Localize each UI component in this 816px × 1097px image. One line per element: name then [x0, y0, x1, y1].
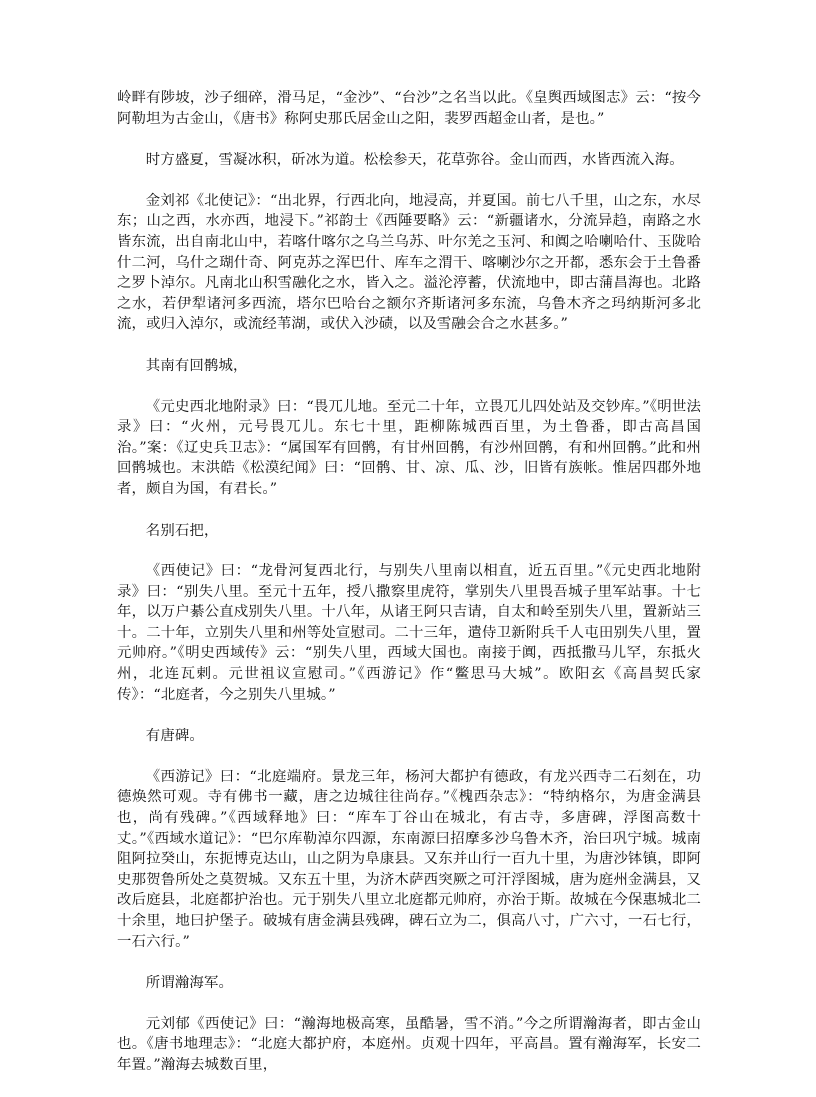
- paragraph-5: 《元史西北地附录》曰：“畏兀儿地。至元二十年，立畏兀儿四处站及交钞库。”《明世法录》曰：“火州，元号畏兀儿。东七十里，距柳陈城西百里，为土鲁番，即古高昌国治。”案：《辽史兵卫志》：“属国军有回鹘，有甘州回鹘，有沙州回鹘，有和州回鹘。”此和州回鹘城也。末洪皓《松漠纪闻》曰：“回鹘、甘、凉、瓜、沙，旧皆有族帐。惟居四郡外地者，颇自为国，有君长。”: [117, 398, 701, 497]
- paragraph-4: 其南有回鹘城，: [145, 357, 248, 374]
- paragraph-6: 名别石把，: [145, 522, 219, 539]
- paragraph-7: 《西使记》曰：“龙骨河复西北行，与别失八里南以相直，近五百里。”《元史西北地附录》曰：“别失八里。至元十五年，授八撒察里虎符，掌别失八里畏吾城子里军站事。十七年，以万户綦公直戍别失八里。十八年，从诸王阿只吉请，自太和岭至别失八里，置新站三十。二十年，立别失八里和州等处宣慰司。二十三年，遣侍卫新附兵千人屯田别失八里，置元帅府。”《明史西域传》云：“别失八里，西域大国也。南接于阗，西抵撒马儿罕，东抵火州，北连瓦剌。元世祖议宣慰司。”《西游记》作“鳖思马大城”。欧阳玄《高昌契氏家传》：“北庭者，今之别失八里城。”: [117, 563, 701, 703]
- document-page: [117, 88, 701, 1097]
- paragraph-2: 时方盛夏，雪凝冰积，斫冰为道。松桧参天，花草弥谷。金山而西，水皆西流入海。: [145, 152, 684, 169]
- paragraph-1: 岭畔有陟坡，沙子细碎，滑马足，“金沙”、“台沙”之名当以此。《皇舆西域图志》云：“按今阿勒坦为古金山，《唐书》称阿史那氏居金山之阳，裴罗西超金山者，是也。”: [117, 90, 701, 127]
- paragraph-10: 所谓瀚海军。: [145, 975, 234, 992]
- paragraph-11: 元刘郁《西使记》曰：“瀚海地极高寒，虽酷暑，雪不消。”今之所谓瀚海者，即古金山也。《唐书地理志》：“北庭大都护府，本庭州。贞观十四年，平高昌。置有瀚海军，长安二年置。”瀚海去城数百里，: [117, 1015, 701, 1073]
- paragraph-3: 金刘祁《北使记》：“出北界，行西北向，地浸高，并夏国。前七八千里，山之东，水尽东；山之西，水亦西，地浸下。”祁韵士《西陲要略》云：“新疆诸水，分流异趋，南路之水皆东流，出自南北山中，若喀什喀尔之乌兰乌苏、叶尔羌之玉河、和阗之哈喇哈什、玉陇哈什二河，乌什之瑚什奇、阿克苏之浑巴什、库车之渭干、喀喇沙尔之开都，悉东会于土鲁番之罗卜淖尔。凡南北山积雪融化之水，皆入之。溢沦渟蓄，伏流地中，即古蒲昌海也。北路之水，若伊犁诸河多西流，塔尔巴哈台之额尔齐斯诸河多东流，乌鲁木齐之玛纳斯河多北流，或归入淖尔，或流经苇湖，或伏入沙碛，以及雪融会合之水甚多。”: [117, 192, 701, 333]
- paragraph-8: 有唐碑。: [145, 728, 204, 745]
- paragraph-9: 《西游记》曰：“北庭端府。景龙三年，杨河大都护有德政，有龙兴西寺二石刻在，功德焕然可观。寺有佛书一藏，唐之边城往往尚存。”《槐西杂志》：“特纳格尔，为唐金满县也，尚有残碑。”《西域释地》曰：“库车丁谷山在城北，有古寺，多唐碑，浮图高数十丈。”《西域水道记》：“巴尔库勒淖尔四源，东南源曰招摩多沙乌鲁木齐，治曰巩宁城。城南阻阿拉癸山，东扼博克达山，山之阴为阜康县。又东并山行一百九十里，为唐沙钵镇，即阿史那贺鲁所处之莫贺城。又东五十里，为济木萨西突厥之可汗浮图城，唐为庭州金满县，又改后庭县，北庭都护治也。元于别失八里立北庭都元帅府，亦治于斯。故城在今保惠城北二十余里，地曰护堡子。破城有唐金满县残碑，碑石立为二，俱高八寸，广六寸，一石七行，一石六行。”: [117, 768, 701, 950]
